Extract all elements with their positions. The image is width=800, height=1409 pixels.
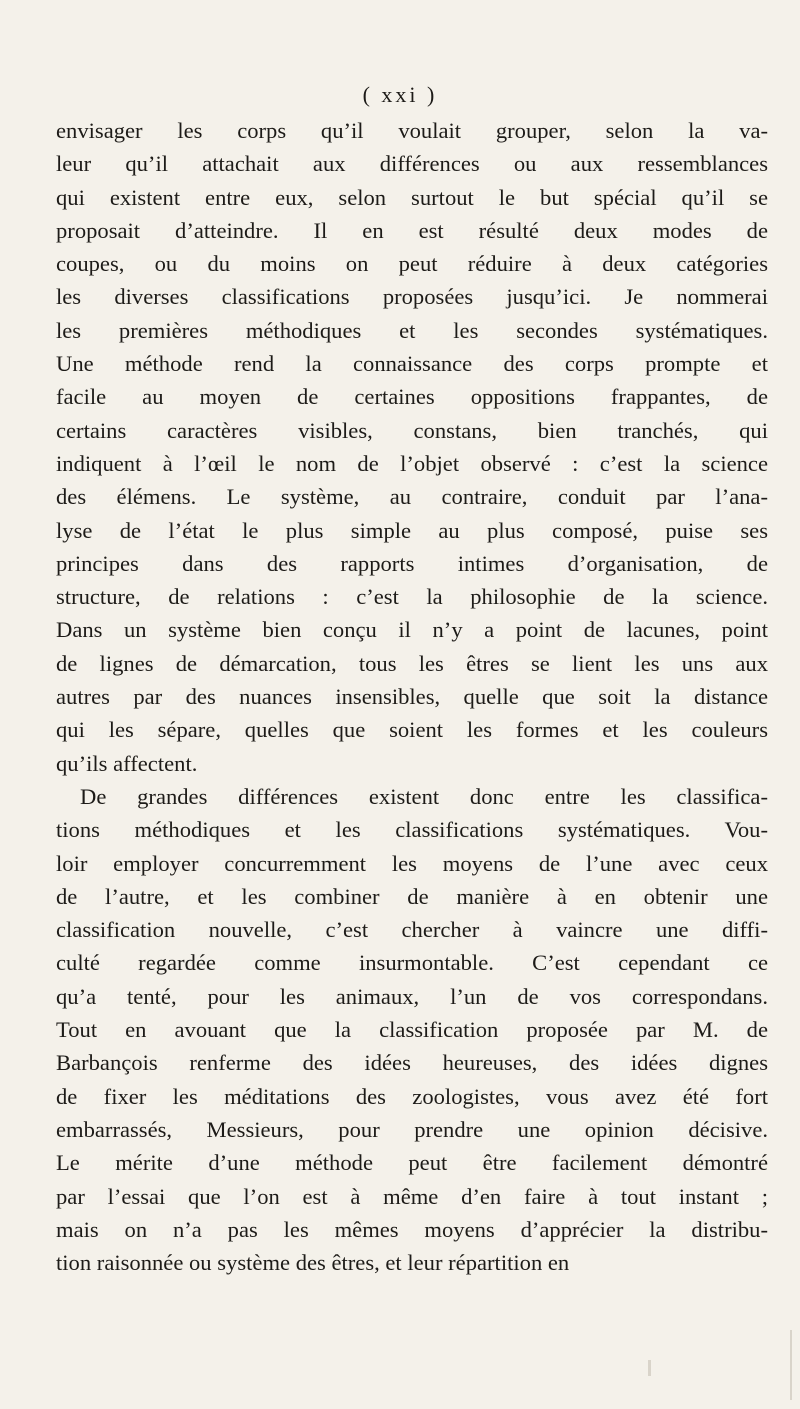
text-line: qu’a tenté, pour les animaux, l’un de vos correspondans. (56, 983, 768, 1009)
text-line: structure, de relations : c’est la philosophie de la science. (56, 584, 768, 610)
text-line: loir employer concurremment les moyens de l’une avec ceux (56, 850, 768, 876)
text-line: qui les sépare, quelles que soient les formes et les couleurs (56, 717, 768, 743)
paper-speck (790, 1330, 792, 1400)
text-line: embarrassés, Messieurs, pour prendre une opinion décisive. (56, 1116, 768, 1142)
text-line: envisager les corps qu’il voulait grouper, selon la va- (56, 118, 768, 143)
text-line: par l’essai que l’on est à même d’en faire à tout instant ; (56, 1183, 768, 1209)
text-line: qu’ils affectent. (56, 750, 198, 776)
text-line: leur qu’il attachait aux différences ou aux ressemblances (56, 151, 768, 177)
text-line: Le mérite d’une méthode peut être facilement démontré (56, 1150, 768, 1176)
text-line: De grandes différences existent donc entre les classifica- (80, 783, 768, 809)
text-line: autres par des nuances insensibles, quelle que soit la distance (56, 684, 768, 710)
text-line: Dans un système bien conçu il n’y a point de lacunes, point (56, 617, 768, 643)
text-line: les premières méthodiques et les secondes systématiques. (56, 317, 768, 343)
text-line: Une méthode rend la connaissance des corps prompte et (56, 351, 768, 377)
text-line: culté regardée comme insurmontable. C’est cependant ce (56, 950, 768, 976)
text-line: proposait d’atteindre. Il en est résulté deux modes de (56, 217, 768, 243)
text-line: qui existent entre eux, selon surtout le but spécial qu’il se (56, 184, 768, 210)
page-number-header: ( xxi ) (362, 82, 438, 107)
paper-speck (648, 1360, 651, 1376)
text-line: de fixer les méditations des zoologistes, vous avez été fort (56, 1083, 768, 1109)
text-line: principes dans des rapports intimes d’organisation, de (56, 550, 768, 576)
text-line: facile au moyen de certaines oppositions frappantes, de (56, 384, 768, 410)
text-line: coupes, ou du moins on peut réduire à deux catégories (56, 251, 768, 277)
text-line: de l’autre, et les combiner de manière à en obtenir une (56, 883, 768, 909)
text-line: tion raisonnée ou système des êtres, et leur répartition en (56, 1250, 570, 1276)
body-text (56, 114, 768, 1279)
text-line: les diverses classifications proposées jusqu’ici. Je nommerai (56, 284, 768, 310)
text-line: des élémens. Le système, au contraire, conduit par l’ana- (56, 484, 768, 510)
text-line: Barbançois renferme des idées heureuses, des idées dignes (56, 1050, 768, 1076)
text-line: certains caractères visibles, constans, bien tranchés, qui (56, 417, 768, 443)
text-line: lyse de l’état le plus simple au plus composé, puise ses (56, 517, 768, 543)
text-line: indiquent à l’œil le nom de l’objet observé : c’est la science (56, 450, 768, 476)
text-line: Tout en avouant que la classification proposée par M. de (56, 1017, 768, 1043)
text-line: mais on n’a pas les mêmes moyens d’apprécier la distribu- (56, 1216, 768, 1242)
text-line: classification nouvelle, c’est chercher à vaincre une diffi- (56, 917, 768, 943)
text-line: de lignes de démarcation, tous les êtres se lient les uns aux (56, 650, 768, 676)
text-line: tions méthodiques et les classifications systématiques. Vou- (56, 817, 768, 843)
